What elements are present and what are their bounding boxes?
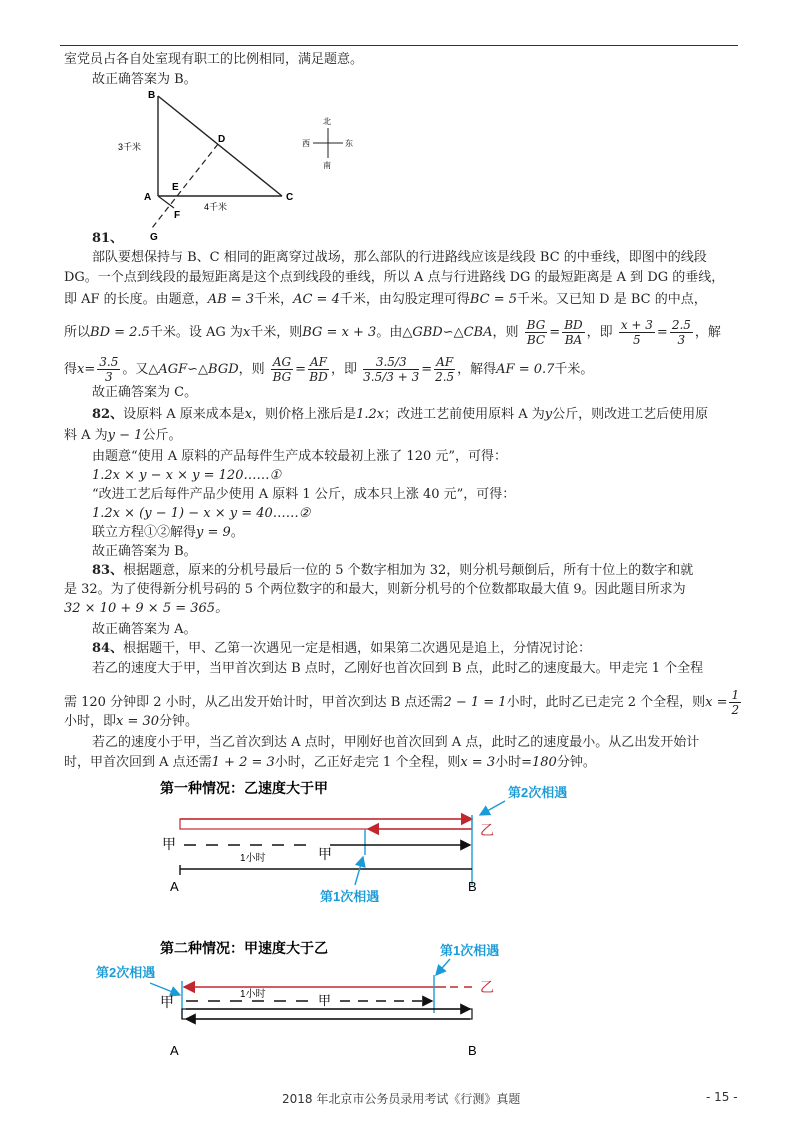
answer-line: 故正确答案为 B。: [92, 72, 197, 87]
point-c-label: C: [286, 192, 294, 203]
text-line: 是 32。为了使得新分机号码的 5 个两位数字的和最大，则新分机号的个位数都取最大值 9。因此题目所求为: [64, 582, 686, 597]
compass: [302, 116, 353, 170]
meet-1-label: 第1次相遇: [440, 943, 500, 958]
fraction: $\frac{AF}{2.5}$: [435, 355, 455, 384]
point-d-label: D: [218, 134, 226, 145]
text-line: 83、根据题意，原来的分机号最后一位的 5 个数字相加为 32，则分机号颠倒后，所有十位上的数字和就: [92, 563, 694, 578]
text-line: 联立方程①②解得y = 9。: [92, 525, 244, 540]
text-line: 小时，即x = 30分钟。: [64, 714, 199, 729]
point-b-label: B: [468, 1043, 477, 1058]
text-line: 若乙的速度小于甲，当乙首次到达 A 点时，甲刚好也首次回到 A 点，此时乙的速度最小。从乙出发开始计: [92, 735, 700, 750]
equation-2: 1.2x × (y − 1) − x × y = 40……②: [92, 506, 311, 521]
diagram-1-title: 第一种情况：乙速度大于甲: [160, 780, 328, 796]
compass-east: 东: [345, 139, 353, 148]
fraction: $\frac{BG}{BC}$: [526, 318, 546, 347]
fraction: $\frac{1}{2}$: [731, 688, 740, 717]
answer-line: 故正确答案为 B。: [92, 544, 197, 559]
ac-length-label: 4千米: [204, 202, 228, 212]
header-rule: [60, 45, 738, 46]
text-line: 所以BD = 2.5千米。设 AG 为x千米，则BG = x + 3。由△GBD∽△CBA，则 $\frac{BG}{BC}$ = $\frac{BD}{BA}$ ，即 $\frac{x + 3}{5}$ = $\frac{2.5}{3}$ ，解: [64, 318, 721, 347]
point-b-label: B: [468, 879, 477, 894]
diagram-2-title: 第二种情况：甲速度大于乙: [160, 940, 328, 956]
point-a-label: A: [170, 879, 179, 894]
question-81-number: 81、: [92, 231, 124, 246]
text-line: 料 A 为y − 1公斤。: [64, 428, 182, 443]
jia-label: 甲: [160, 994, 174, 1010]
text-line: 82、设原料 A 原来成本是x，则价格上涨后是1.2x；改进工艺前使用原料 A 为y公斤，则改进工艺后使用原: [92, 407, 709, 422]
fraction: $\frac{2.5}{3}$: [671, 318, 691, 347]
jia-label: 甲: [162, 836, 176, 852]
one-hour-label: 1小时: [240, 989, 266, 1000]
text-line: 部队要想保持与 B、C 相同的距离穿过战场，那么部队的行进路线应该是线段 BC 的中垂线，即图中的线段: [92, 250, 707, 265]
diagram-case-1: [150, 775, 610, 915]
meet-2-label: 第2次相遇: [508, 785, 568, 800]
fraction: $\frac{BD}{BA}$: [564, 318, 583, 347]
text-line: “改进工艺后每件产品少使用 A 原料 1 公斤，成本只上涨 40 元”，可得：: [92, 487, 516, 502]
fraction: $\frac{x + 3}{5}$: [620, 318, 653, 347]
text-line: 由题意“使用 A 原料的产品每件生产成本较最初上涨了 120 元”，可得：: [92, 449, 508, 464]
yi-path-1: [180, 819, 472, 829]
text-line: 时，甲首次回到 A 点还需1 + 2 = 3小时，乙正好走完 1 个全程，则x = 3小时=180分钟。: [64, 755, 596, 770]
diagram-case-2: [90, 935, 610, 1065]
text-line: 32 × 10 + 9 × 5 = 365。: [64, 601, 229, 616]
text-line: 得x= $\frac{3.5}{3}$ 。又△AGF∽△BGD，则 $\frac{AG}{BG}$ = $\frac{AF}{BD}$ ，即 $\frac{3.5/3}{3.5/3 + 3}$ = $\frac{AF}{2.5}$ ，解得AF = 0.7千米。: [64, 355, 594, 384]
text-line: 即 AF 的长度。由题意，AB = 3千米，AC = 4千米，由勾股定理可得BC = 5千米。又已知 D 是 BC 的中点，: [64, 292, 707, 307]
text-line: 84、根据题干，甲、乙第一次遇见一定是相遇，如果第二次遇见是追上，分情况讨论：: [92, 641, 592, 656]
page-number: - 15 -: [706, 1090, 738, 1104]
answer-line: 故正确答案为 C。: [92, 385, 198, 400]
yi-label: 乙: [480, 979, 494, 995]
fraction: $\frac{3.5}{3}$: [99, 355, 119, 384]
fraction: $\frac{AG}{BG}$: [272, 355, 292, 384]
compass-south: 南: [323, 161, 331, 170]
ab-length-label: 3千米: [118, 142, 142, 152]
point-f-label: F: [174, 210, 181, 221]
fraction: $\frac{3.5/3}{3.5/3 + 3}$: [363, 355, 420, 384]
text-line: DG。一个点到线段的最短距离是这个点到线段的垂线，所以 A 点与行进路线 DG 的最短距离是 A 到 DG 的垂线，: [64, 270, 725, 285]
point-a-label: A: [170, 1043, 179, 1058]
point-b-label: B: [148, 90, 156, 101]
meet-1-label: 第1次相遇: [320, 889, 380, 904]
point-a-label: A: [144, 192, 152, 203]
text-line: 若乙的速度大于甲，当甲首次到达 B 点时，乙刚好也首次回到 B 点，此时乙的速度最大。甲走完 1 个全程: [92, 661, 704, 676]
text-line: 需 120 分钟即 2 小时，从乙出发开始计时，甲首次到达 B 点还需2 − 1 = 1小时，此时乙已走完 2 个全程，则x = $\frac{1}{2}$: [64, 688, 740, 717]
equation-1: 1.2x × y − x × y = 120……①: [92, 468, 282, 483]
text-line: 室党员占各自处室现有职工的比例相同，满足题意。: [64, 52, 364, 67]
jia-full-path: [182, 1009, 472, 1019]
meet-2-label: 第2次相遇: [96, 965, 156, 980]
jia-mid-label: 甲: [318, 846, 332, 862]
compass-north: 北: [323, 117, 331, 126]
yi-label: 乙: [480, 822, 494, 838]
fraction: $\frac{AF}{BD}$: [309, 355, 328, 384]
figure-81-triangle: [100, 88, 380, 248]
one-hour-label: 1小时: [240, 853, 266, 864]
compass-west: 西: [302, 139, 310, 148]
point-e-label: E: [172, 182, 179, 193]
answer-line: 故正确答案为 A。: [92, 622, 197, 637]
footer-title: 2018 年北京市公务员录用考试《行测》真题: [282, 1092, 521, 1106]
point-g-label: G: [150, 232, 158, 243]
jia-mid-label: 甲: [318, 993, 332, 1008]
